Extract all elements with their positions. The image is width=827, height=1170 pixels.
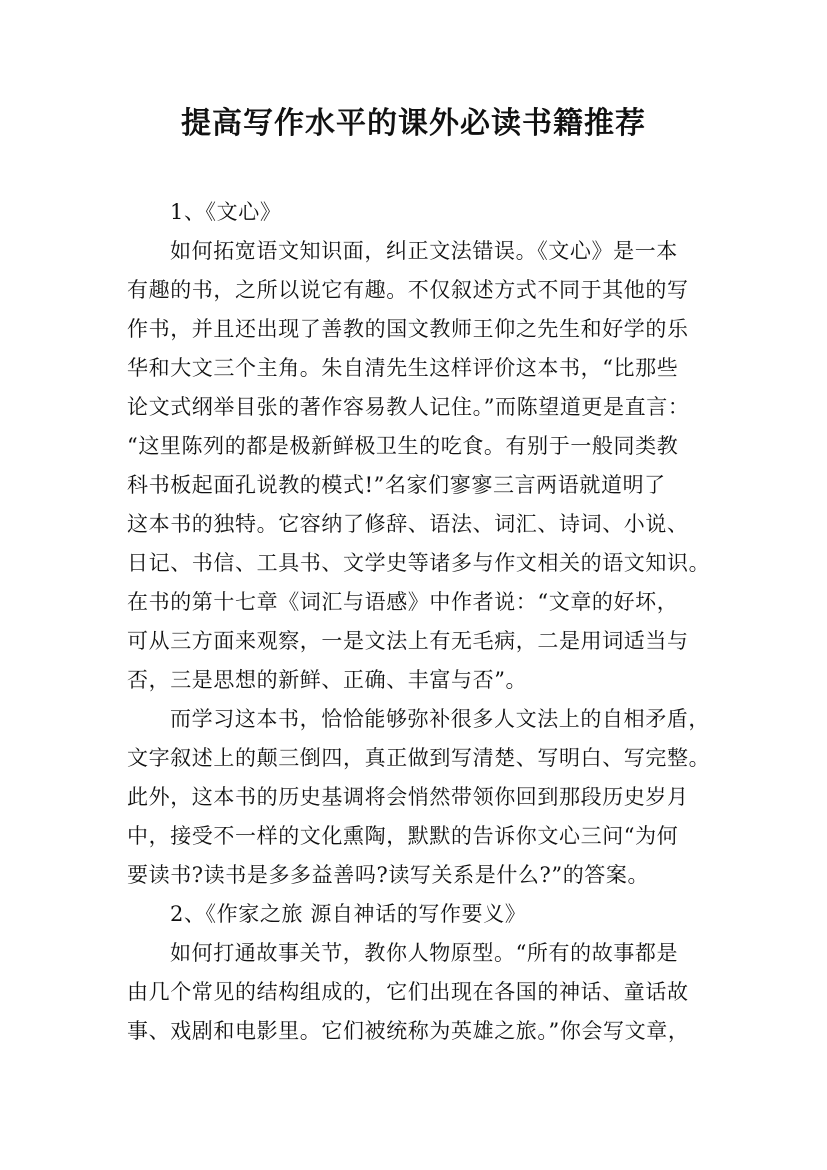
- paragraph-line: 如何打通故事关节，教你人物原型。“所有的故事都是: [170, 941, 679, 965]
- paragraph-line: 否，三是思想的新鲜、正确、丰富与否”。: [127, 668, 528, 692]
- section-heading-1: 1、《文心》: [170, 200, 282, 224]
- paragraph-line: 作书，并且还出现了善教的国文教师王仰之先生和好学的乐: [127, 317, 689, 341]
- paragraph-line: 事、戏剧和电影里。它们被统称为英雄之旅。”你会写文章，: [127, 1019, 690, 1043]
- paragraph-line: 此外，这本书的历史基调将会悄然带领你回到那段历史岁月: [127, 785, 689, 809]
- paragraph-line: 华和大文三个主角。朱自清先生这样评价这本书，“比那些: [127, 356, 679, 380]
- paragraph-line: 中，接受不一样的文化熏陶，默默的告诉你文心三问“为何: [127, 824, 679, 848]
- paragraph-line: 这本书的独特。它容纳了修辞、语法、词汇、诗词、小说、: [127, 512, 689, 536]
- paragraph-line: 要读书?读书是多多益善吗?读写关系是什么?”的答案。: [127, 863, 650, 887]
- paragraph-line: 有趣的书，之所以说它有趣。不仅叙述方式不同于其他的写: [127, 278, 689, 302]
- paragraph-line: 在书的第十七章《词汇与语感》中作者说：“文章的好坏，: [127, 590, 679, 614]
- paragraph-line: 由几个常见的结构组成的，它们出现在各国的神话、童话故: [127, 980, 689, 1004]
- paragraph-line: 论文式纲举目张的著作容易教人记住。”而陈望道更是直言：: [127, 395, 690, 419]
- section-heading-2: 2、《作家之旅 源自神话的写作要义》: [170, 902, 527, 926]
- paragraph-line: “这里陈列的都是极新鲜极卫生的吃食。有别于一般同类教: [127, 434, 679, 458]
- paragraph-line: 科书板起面孔说教的模式!”名家们寥寥三言两语就道明了: [127, 473, 666, 497]
- document-title: 提高写作水平的课外必读书籍推荐: [181, 106, 646, 141]
- paragraph-line: 而学习这本书，恰恰能够弥补很多人文法上的自相矛盾，: [170, 707, 710, 731]
- paragraph-line: 可从三方面来观察，一是文法上有无毛病，二是用词适当与: [127, 629, 689, 653]
- paragraph-line: 如何拓宽语文知识面，纠正文法错误。《文心》是一本: [170, 239, 678, 263]
- paragraph-line: 文字叙述上的颠三倒四，真正做到写清楚、写明白、写完整。: [127, 746, 711, 770]
- paragraph-line: 日记、书信、工具书、文学史等诸多与作文相关的语文知识。: [127, 551, 711, 575]
